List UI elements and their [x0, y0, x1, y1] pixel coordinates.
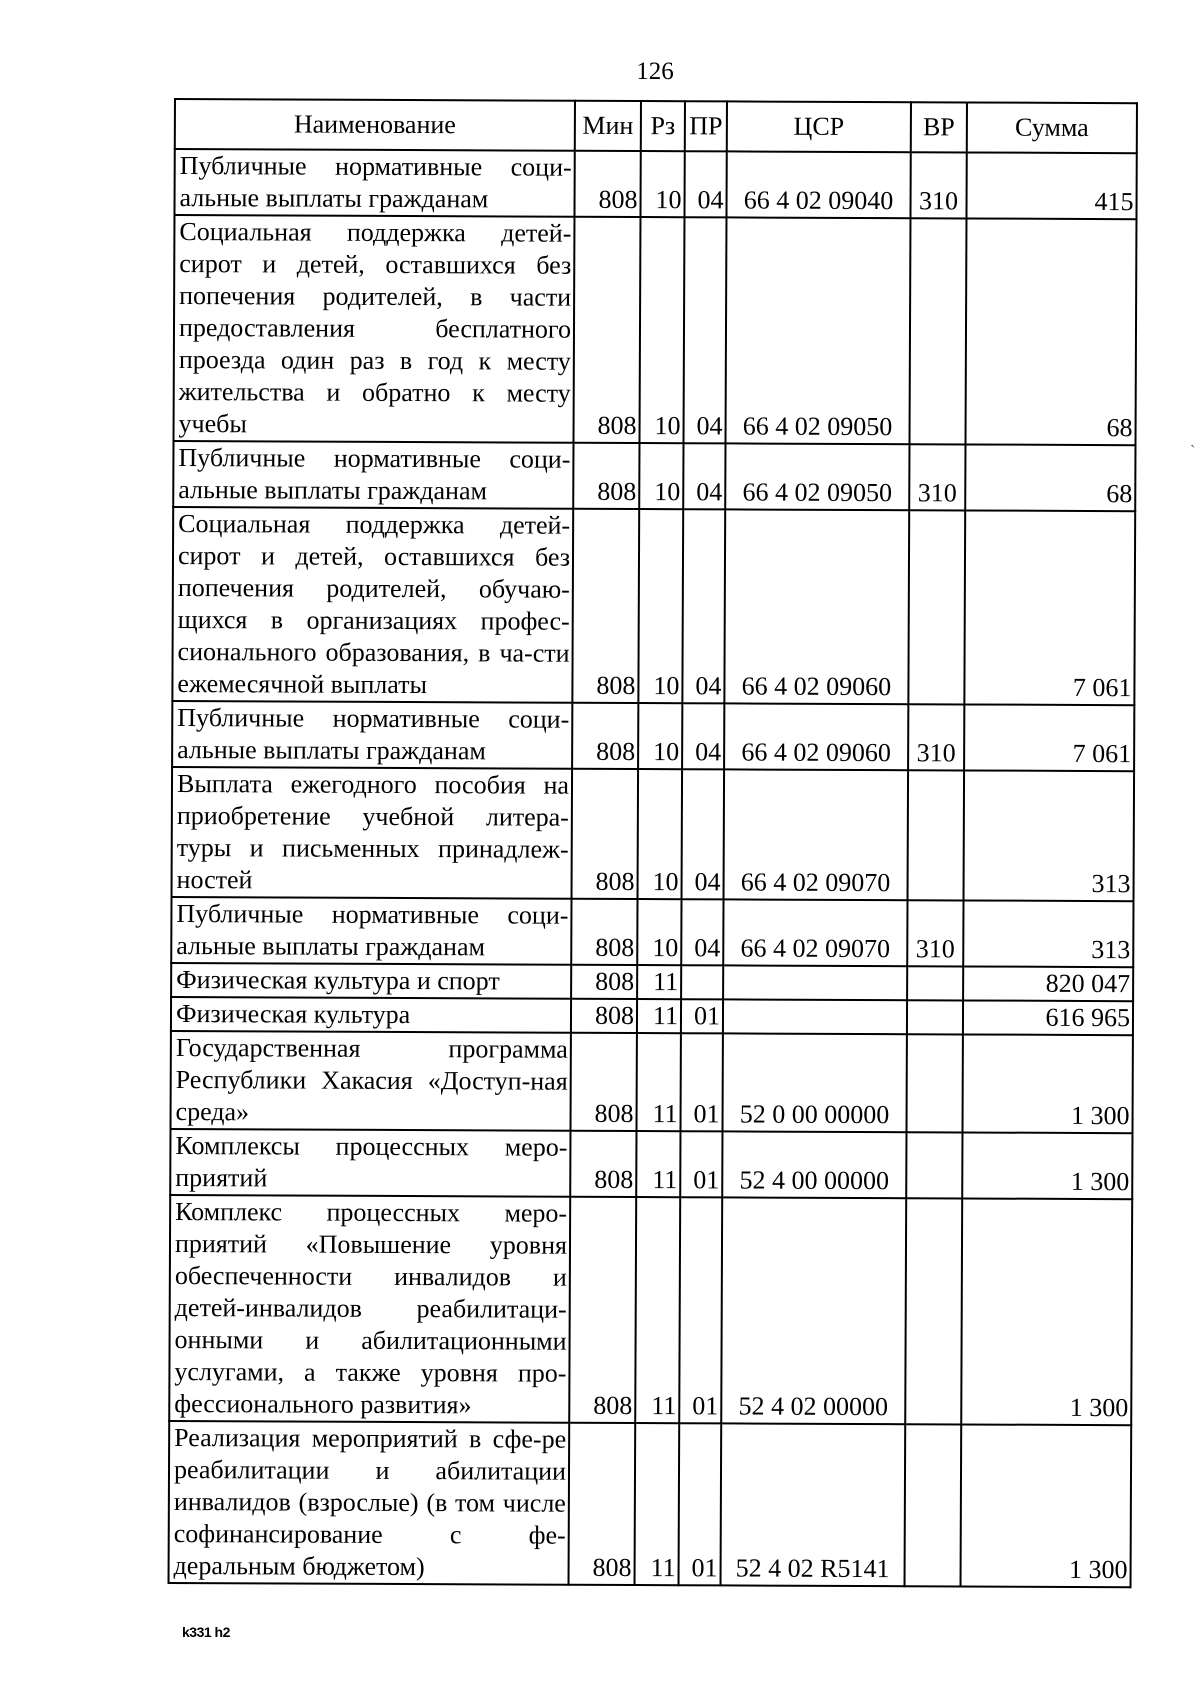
cell-rz: 11 [637, 965, 681, 999]
cell-sum: 68 [965, 218, 1136, 445]
header-sum: Сумма [967, 102, 1137, 153]
cell-min: 808 [574, 151, 640, 217]
cell-vr: 310 [907, 900, 963, 966]
cell-name: Комплекс процессных меро-приятий «Повышение уровня обеспеченности инвалидов и детей-инвалидов реабилитаци-онными и абилитационными услугами, а также уровня про-фессионального развития» [169, 1195, 570, 1423]
cell-vr [908, 510, 965, 704]
table-row [172, 701, 1134, 771]
cell-vr: 310 [909, 444, 965, 510]
cell-pr: 01 [680, 1131, 722, 1197]
cell-sum: 820 047 [963, 966, 1133, 1001]
cell-min: 808 [573, 217, 640, 443]
cell-vr [908, 770, 965, 900]
cell-csr: 66 4 02 09070 [724, 769, 909, 900]
cell-min: 808 [572, 769, 639, 899]
header-vr: ВР [911, 102, 967, 152]
cell-name: Публичные нормативные соци-альные выплаты гражданам [171, 897, 571, 965]
cell-csr [723, 965, 907, 1000]
table-row [171, 997, 1133, 1035]
cell-vr [906, 1132, 962, 1198]
cell-rz: 10 [638, 769, 683, 899]
cell-sum: 616 965 [963, 1000, 1133, 1035]
cell-vr [905, 1198, 962, 1424]
cell-pr [681, 965, 723, 999]
cell-sum: 68 [965, 444, 1135, 511]
cell-rz: 11 [636, 1033, 680, 1131]
cell-vr: 310 [910, 152, 966, 218]
cell-vr [907, 966, 963, 1000]
table-row [172, 507, 1135, 705]
table-row [173, 441, 1135, 511]
cell-pr: 01 [679, 1197, 722, 1423]
cell-csr: 52 4 02 00000 [721, 1197, 906, 1424]
cell-vr: 310 [908, 704, 964, 770]
cell-rz: 10 [639, 443, 683, 509]
cell-csr: 66 4 02 09060 [724, 703, 908, 770]
cell-csr: 66 4 02 09040 [726, 151, 910, 218]
header-rz: Рз [641, 101, 685, 151]
cell-name: Социальная поддержка детей-сирот и детей, оставшихся без попечения родителей, обучаю-щихся в организациях профес-сионального образования, в ча-сти ежемесячной выплаты [172, 507, 573, 703]
cell-pr: 04 [683, 217, 726, 443]
cell-sum: 7 061 [964, 510, 1135, 705]
cell-name: Реализация мероприятий в сфе-ре реабилитации и абилитации инвалидов (взрослые) (в том числе софинансирование с фе-деральным бюджетом) [169, 1421, 570, 1585]
scan-edge-mark: ` [1190, 443, 1196, 460]
cell-pr: 01 [681, 999, 723, 1033]
cell-name: Выплата ежегодного пособия на приобретение учебной литера-туры и письменных принадлеж-ностей [172, 767, 573, 899]
cell-min: 808 [571, 899, 637, 965]
cell-sum: 313 [964, 770, 1135, 901]
table-row [169, 1195, 1132, 1425]
cell-pr: 01 [679, 1423, 722, 1585]
cell-csr: 52 4 02 R5141 [721, 1423, 906, 1586]
cell-sum: 7 061 [964, 704, 1134, 771]
cell-name: Социальная поддержка детей-сирот и детей, оставшихся без попечения родителей, в части предоставления бесплатного проезда один раз в год к месту жительства и обратно к месту учебы [174, 215, 575, 443]
cell-name: Публичные нормативные соци-альные выплаты гражданам [172, 701, 572, 769]
cell-csr [723, 999, 907, 1034]
header-min: Мин [575, 101, 641, 151]
table-row [174, 215, 1137, 445]
table-row [171, 963, 1133, 1001]
cell-min: 808 [570, 1131, 636, 1197]
cell-pr: 01 [680, 1033, 722, 1131]
cell-name: Физическая культура [171, 997, 571, 1033]
cell-csr: 66 4 02 09070 [723, 899, 907, 966]
cell-rz: 10 [640, 151, 684, 217]
table-row [169, 1421, 1132, 1587]
cell-sum: 1 300 [962, 1132, 1132, 1199]
cell-pr: 04 [684, 151, 726, 217]
cell-sum: 313 [963, 900, 1133, 967]
cell-rz: 11 [635, 1197, 680, 1423]
table-row [171, 1031, 1133, 1133]
cell-pr: 04 [681, 899, 723, 965]
table-row [172, 767, 1135, 901]
cell-csr: 52 0 00 00000 [722, 1033, 906, 1132]
header-csr: ЦСР [727, 101, 911, 152]
cell-csr: 66 4 02 09060 [724, 509, 909, 704]
cell-min: 808 [572, 509, 639, 703]
cell-pr: 04 [682, 509, 725, 703]
cell-rz: 11 [635, 1423, 680, 1585]
cell-min: 808 [570, 1033, 636, 1131]
cell-min: 808 [572, 703, 638, 769]
cell-pr: 04 [683, 443, 725, 509]
cell-name: Физическая культура и спорт [171, 963, 571, 999]
cell-sum: 1 300 [961, 1424, 1132, 1587]
cell-rz: 10 [637, 899, 681, 965]
cell-pr: 04 [682, 703, 724, 769]
cell-pr: 04 [682, 769, 725, 899]
header-pr: ПР [685, 101, 727, 151]
cell-name: Публичные нормативные соци-альные выплаты гражданам [173, 441, 573, 509]
cell-name: Государственная программа Республики Хакасия «Доступ-ная среда» [171, 1031, 571, 1131]
cell-name: Публичные нормативные соци-альные выплаты гражданам [174, 149, 574, 217]
cell-csr: 66 4 02 09050 [725, 217, 910, 444]
budget-table [168, 98, 1138, 1588]
table-header-row [175, 99, 1137, 153]
cell-csr: 66 4 02 09050 [725, 443, 909, 510]
table-row [174, 149, 1136, 219]
cell-rz: 11 [637, 999, 681, 1033]
cell-rz: 10 [638, 703, 682, 769]
cell-csr: 52 4 00 00000 [722, 1131, 906, 1198]
cell-min: 808 [569, 1423, 636, 1585]
table-row [171, 897, 1133, 967]
header-name: Наименование [175, 99, 575, 151]
table-body [169, 149, 1137, 1587]
cell-min: 808 [571, 965, 637, 999]
cell-rz: 10 [639, 217, 684, 443]
cell-vr [909, 218, 966, 444]
page-number: 126 [636, 58, 674, 85]
footer-code: k331 h2 [182, 1624, 230, 1640]
cell-min: 808 [569, 1197, 636, 1423]
cell-rz: 10 [638, 509, 683, 703]
cell-vr [906, 1034, 962, 1132]
table-row [170, 1129, 1132, 1199]
cell-min: 808 [573, 443, 639, 509]
cell-vr [907, 1000, 963, 1034]
cell-rz: 11 [636, 1131, 680, 1197]
cell-sum: 415 [966, 152, 1136, 219]
cell-sum: 1 300 [962, 1034, 1132, 1133]
cell-name: Комплексы процессных меро-приятий [170, 1129, 570, 1197]
cell-vr [905, 1424, 962, 1586]
cell-sum: 1 300 [961, 1198, 1132, 1425]
cell-min: 808 [571, 999, 637, 1033]
